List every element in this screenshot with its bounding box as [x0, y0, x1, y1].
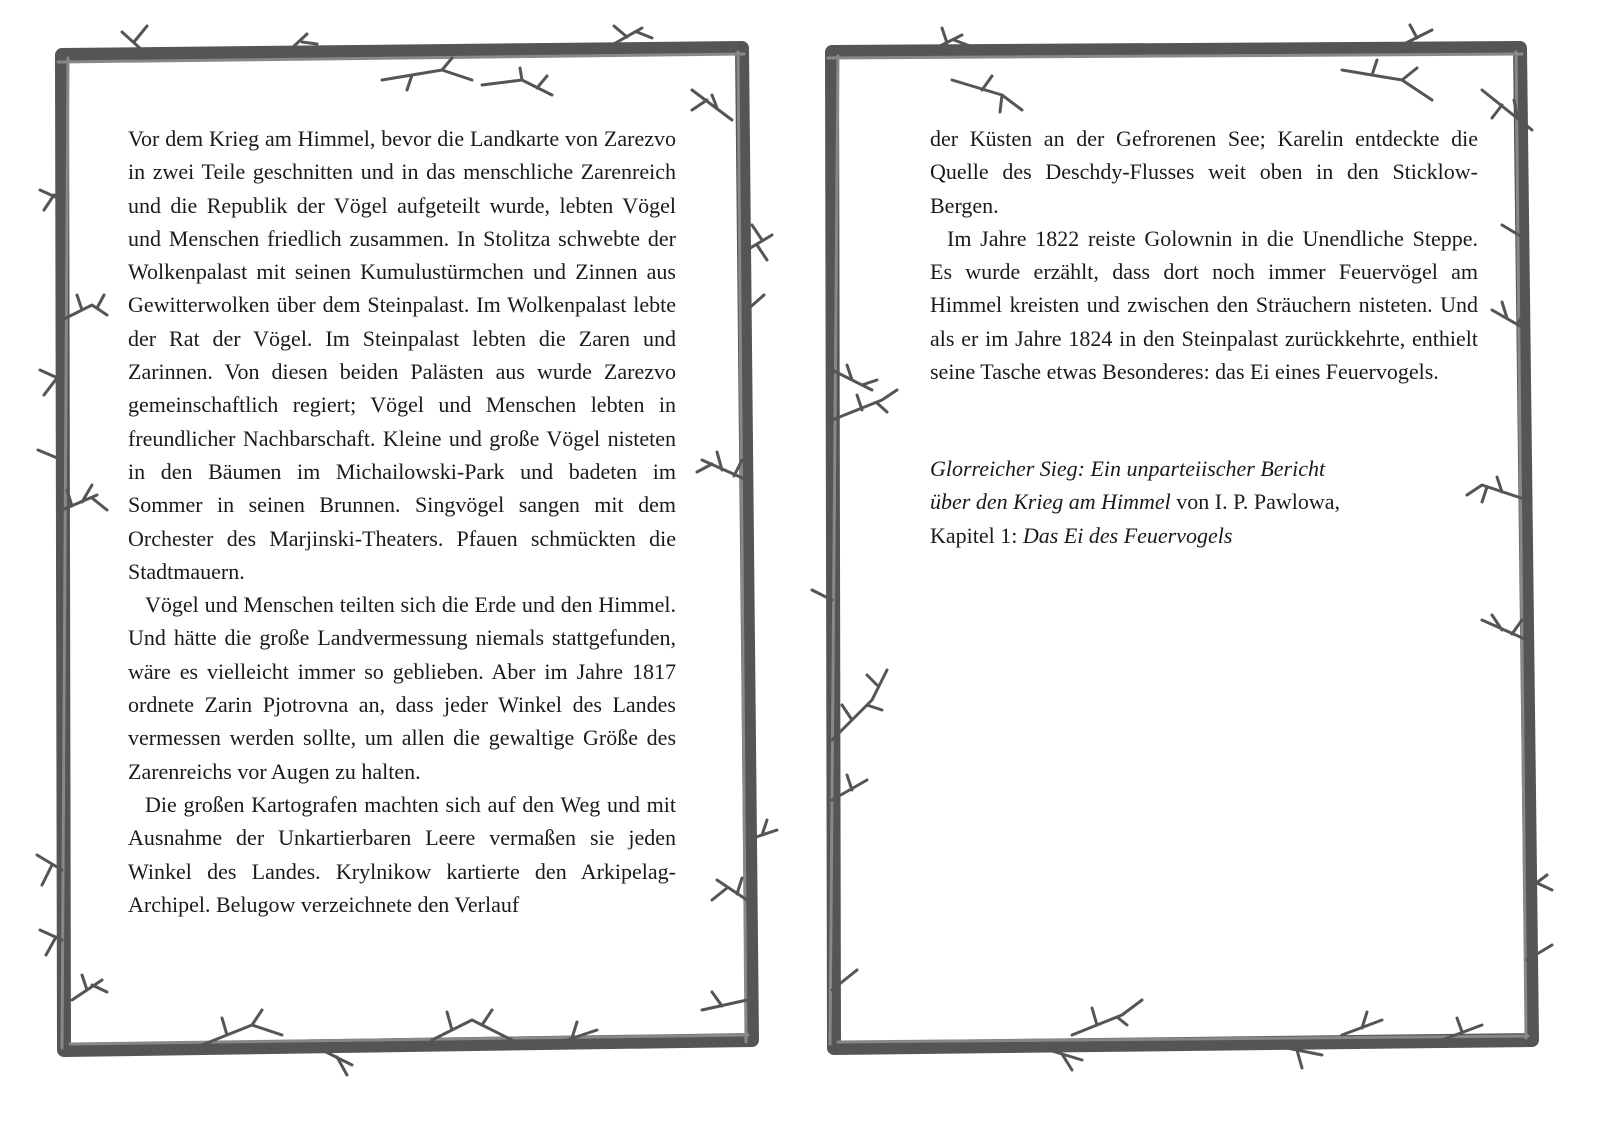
- citation-author: von I. P. Pawlowa,: [1170, 489, 1341, 515]
- paragraph: Im Jahre 1822 reiste Golownin in die Unendliche Steppe. Es wurde erzählt, dass dort noch immer Feuervögel am Himmel kreisten und zwischen den Sträuchern nisteten. Und als er im Jahre 1824 in den Steinpalast zurückkehrte, enthielt seine Tasche etwas Besonderes: das Ei eines Feuervogels.: [930, 225, 1478, 385]
- citation-line-2: [930, 485, 1478, 518]
- paragraph: Vögel und Menschen teilten sich die Erde und den Himmel. Und hätte die große Landvermessung niemals stattgefunden, wäre es vielleicht immer so geblieben. Aber im Jahre 1817 ordnete Zarin Pjotrovna an, dass jeder Winkel des Landes vermessen werden sollte, um allen die gewaltige Größe des Zarenreichs vor Augen zu halten.: [128, 592, 676, 784]
- left-page: [52, 40, 762, 1075]
- right-page: [842, 40, 1552, 1075]
- citation-title-part-1: Glorreicher Sieg: Ein unparteiischer Bericht: [930, 456, 1326, 481]
- citation-line-3: [930, 519, 1478, 552]
- paragraph: Vor dem Krieg am Himmel, bevor die Landkarte von Zarezvo in zwei Teile geschnitten und in das menschliche Zarenreich und die Republik der Vögel aufgeteilt wurde, lebten Vögel und Menschen friedlich zusammen. In Stolitza schwebte der Wolkenpalast mit seinen Kumulustürmchen und Zinnen aus Gewitterwolken über dem Steinpalast. Im Wolkenpalast lebte der Rat der Vögel. Im Steinpalast lebten die Zaren und Zarinnen. Von diesen beiden Palästen aus wurde Zarezvo gemeinschaftlich regiert; Vögel und Menschen lebten in freundlicher Nachbarschaft. Kleine und große Vögel nisteten in den Bäumen im Michailowski-Park und badeten im Sommer in seinen Brunnen. Singvögel sangen mit dem Orchester des Marjinski-Theaters. Pfauen schmückten die Stadtmauern.: [128, 126, 676, 584]
- paragraph: der Küsten an der Gefrorenen See; Karelin entdeckte die Quelle des Deschdy-Flusses weit oben in den Sticklow-Bergen.: [930, 126, 1478, 218]
- citation-chapter: Kapitel 1:: [930, 522, 1023, 548]
- right-page-body: [930, 122, 1478, 388]
- paragraph: Die großen Kartografen machten sich auf den Weg und mit Ausnahme der Unkartierbaren Leere vermaßen sie jeden Winkel des Landes. Krylnikow kartierte den Arkipelag-Archipel. Belugow verzeichnete den Verlauf: [128, 791, 676, 917]
- left-page-body: [128, 122, 676, 921]
- citation-chapter-title: Das Ei des Feuervogels: [1022, 522, 1233, 548]
- source-citation: [930, 452, 1478, 552]
- citation-title-part-2: über den Krieg am Himmel: [930, 489, 1171, 515]
- citation-line-1: [930, 452, 1478, 485]
